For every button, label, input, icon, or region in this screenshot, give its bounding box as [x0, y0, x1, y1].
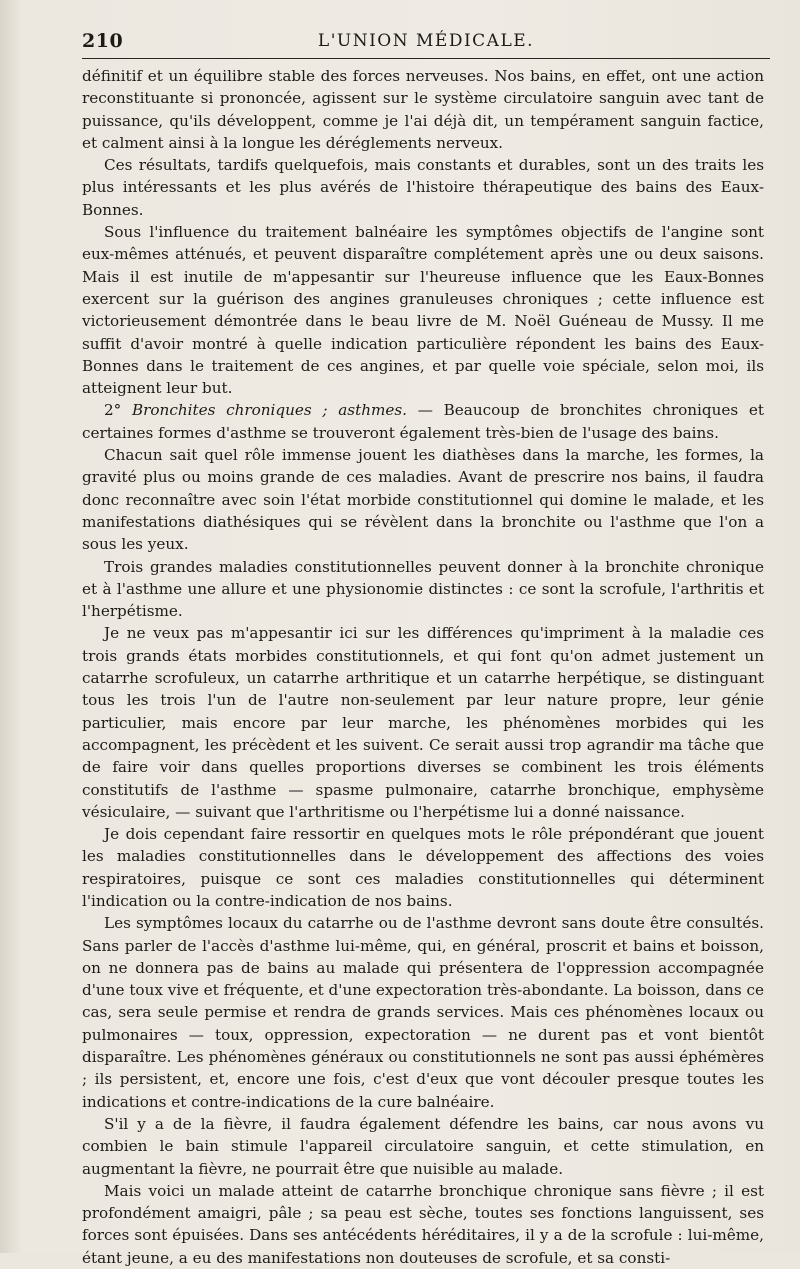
paragraph: Les symptômes locaux du catarrhe ou de l'asthme devront sans doute être consultés. Sans parler de l'accès d'asthme lui-même, qui, en général, proscrit et bains et boisson, on ne donnera pas de bains au malade qui présentera de l'oppression accompagnée d'une toux vive et fréquente, et d'une expectoration très-abondante. La boisson, dans ce cas, sera seule permise et rendra de grands services. Mais ces phénomènes locaux ou pulmonaires — toux, oppression, expectoration — ne durent pas et vont bientôt disparaître. Les phénomènes généraux ou constitutionnels ne sont pas aussi éphémères ; ils persistent, et, encore une fois, c'est d'eux que vont découler presque toutes les indications et contre-indications de la cure balnéaire.	[82, 914, 764, 1111]
page-number: 210	[82, 30, 124, 52]
section-number: 2°	[104, 401, 132, 420]
paragraph: Chacun sait quel rôle immense jouent les diathèses dans la marche, les formes, la gravité plus ou moins grande de ces maladies. Avant de prescrire nos bains, il faudra donc reconnaître avec soin l'état morbide constitutionnel qui domine le malade, et les manifestations diathésiques qui se révèlent dans la bronchite ou l'asthme que l'on a sous les yeux.	[82, 446, 764, 554]
section-lead-text: — Beaucoup de bronchites chroniques et certaines formes d'asthme se trouveront également très-bien de l'usage des bains.	[82, 401, 764, 442]
paragraph: Je ne veux pas m'appesantir ici sur les différences qu'impriment à la maladie ces trois grands états morbides constitutionnels, et qui font qu'on admet justement un catarrhe scrofuleux, un catarrhe arthritique et un catarrhe herpétique, se distinguant tous les trois l'un de l'autre non-seulement par leur nature propre, leur génie particulier, mais encore par leur marche, les phénomènes morbides qui les accompagnent, les précèdent et les suivent. Ce serait aussi trop agrandir ma tâche que de faire voir dans quelles proportions diverses se combinent les trois éléments constitutifs de l'asthme — spasme pulmonaire, catarrhe bronchique, emphysème vésiculaire, — suivant que l'arthritisme ou l'herpétisme lui a donné naissance.	[82, 624, 764, 821]
paragraph: définitif et un équilibre stable des forces nerveuses. Nos bains, en effet, ont une action reconstituante si prononcée, agissent sur le système circulatoire sanguin avec tant de puissance, qu'ils développent, comme je l'ai déjà dit, un tempérament sanguin factice, et calment ainsi à la longue les déréglements nerveux.	[82, 67, 764, 152]
running-head: L'UNION MÉDICALE.	[317, 31, 535, 51]
paragraph: Sous l'influence du traitement balnéaire les symptômes objectifs de l'angine sont eux-mêmes atténués, et peuvent disparaître complétement après une ou deux saisons. Mais il est inutile de m'appesantir sur l'heureuse influence que les Eaux-Bonnes exercent sur la guérison des angines granuleuses chroniques ; cette influence est victorieusement démontrée dans le beau livre de M. Noël Guéneau de Mussy. Il me suffit d'avoir montré à quelle indication particulière répondent les bains des Eaux-Bonnes dans le traitement de ces angines, et par quelle voie spéciale, selon moi, ils atteignent leur but.	[82, 223, 764, 398]
paragraph: Mais voici un malade atteint de catarrhe bronchique chronique sans fièvre ; il est profondément amaigri, pâle ; sa peau est sèche, toutes ses fonctions languissent, ses forces sont épuisées. Dans ses antécédents héréditaires, il y a de la scrofule : lui-même, étant jeune, a eu des manifestations non douteuses de scrofule, et sa consti-	[82, 1181, 764, 1267]
paragraph: Ces résultats, tardifs quelquefois, mais constants et durables, sont un des traits les plus intéressants et les plus avérés de l'histoire thérapeutique des bains des Eaux-Bonnes.	[82, 156, 764, 219]
body-text	[82, 65, 764, 1269]
section-heading-paragraph	[82, 399, 764, 444]
paragraph: Trois grandes maladies constitutionnelles peuvent donner à la bronchite chronique et à l'asthme une allure et une physionomie distinctes : ce sont la scrofule, l'arthritis et l'herpétisme.	[82, 557, 764, 621]
paragraph: S'il y a de la fièvre, il faudra également défendre les bains, car nous avons vu combien le bain stimule l'appareil circulatoire sanguin, et cette stimulation, en augmentant la fièvre, ne pourrait être que nuisible au malade.	[82, 1114, 764, 1178]
page-header	[82, 28, 770, 59]
section-title: Bronchites chroniques ; asthmes.	[131, 401, 407, 420]
paragraph: Je dois cependant faire ressortir en quelques mots le rôle prépondérant que jouent les maladies constitutionnelles dans le développement des affections des voies respiratoires, puisque ce sont ces maladies constitutionnelles qui déterminent l'indication ou la contre-indication de nos bains.	[82, 825, 764, 910]
